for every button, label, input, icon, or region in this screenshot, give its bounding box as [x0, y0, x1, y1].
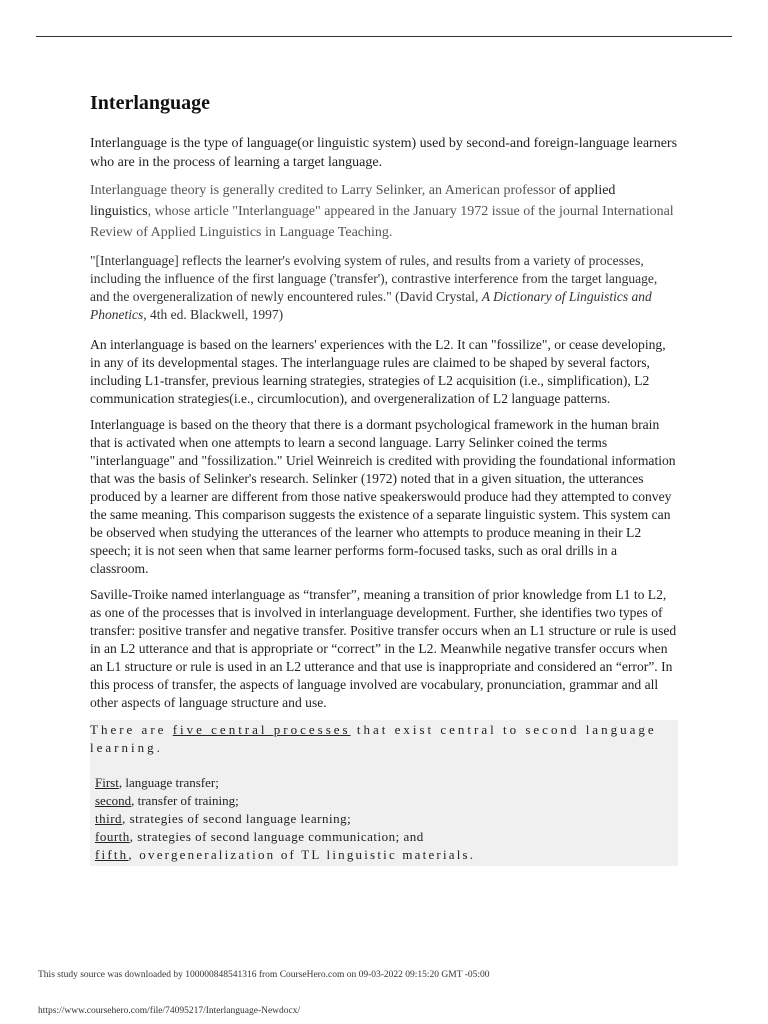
processes-box	[90, 720, 678, 866]
process-key: First	[95, 775, 119, 790]
process-text: , strategies of second language communication; and	[129, 829, 424, 844]
download-note: This study source was downloaded by 100000848541316 from CourseHero.com on 09-03-2022 09:15:20 GMT -05:00	[38, 970, 490, 980]
process-key: second	[95, 793, 132, 808]
source-url[interactable]: https://www.coursehero.com/file/74095217/Interlanguage-Newdocx/	[38, 1006, 301, 1016]
five-processes-link[interactable]: five central processes	[172, 722, 351, 737]
document-body	[90, 92, 678, 866]
process-key: fourth	[95, 829, 130, 844]
intro-text-a: There are	[90, 722, 173, 737]
definition-paragraph: Interlanguage is the type of language(or linguistic system) used by second-and foreign-language learners who are in the process of learning a target language.	[90, 136, 678, 170]
selinker-text-a: Interlanguage theory is generally credited to Larry Selinker, an American professor	[90, 183, 560, 198]
selinker-text-c: , whose article "Interlanguage" appeared in the January 1972 issue of the journal International Review of Applied Linguistics in Language Teaching.	[90, 204, 674, 240]
quote-citation: , 4th ed. Blackwell, 1997)	[143, 307, 284, 322]
process-text: , overgeneralization of TL linguistic materials.	[128, 847, 476, 862]
fossilize-paragraph: An interlanguage is based on the learners' experiences with the L2. It can "fossilize", or cease developing, in any of its developmental stages. The interlanguage rules are claimed to be shaped by several factors, including L1-transfer, previous learning strategies, strategies of L2 acquisition (i.e., simplification), L2 communication strategies(i.e., circumlocution), and overgeneralization of L2 language patterns.	[90, 337, 666, 406]
processes-intro	[90, 721, 678, 757]
intro-text-b: that exist central to second language learning.	[90, 722, 657, 755]
process-key: fifth	[95, 847, 129, 862]
process-item-first	[90, 774, 678, 792]
transfer-paragraph: Saville-Troike named interlanguage as “transfer”, meaning a transition of prior knowledge from L1 to L2, as one of the processes that is involved in interlanguage development. Further, she identifies two types of transfer: positive transfer and negative transfer. Positive transfer occurs when an L1 structure or rule is used in an L2 utterance and that is appropriate or “correct” in the L2. Meanwhile negative transfer occurs when an L1 structure or rule is used in an L2 utterance and that use is inappropriate and considered an “error”. In this process of transfer, the aspects of language involved are vocabulary, pronunciation, grammar and all other aspects of language structure and use.	[90, 587, 677, 710]
crystal-quote	[90, 252, 678, 324]
quote-text: "[Interlanguage] reflects the learner's evolving system of rules, and results from a variety of processes, including the influence of the first language ('transfer'), contrastive interference from the target language, and the overgeneralization of newly encountered rules." (David Crystal,	[90, 253, 658, 304]
process-text: , strategies of second language learning;	[122, 811, 352, 826]
top-divider	[36, 36, 732, 37]
process-text: , language transfer;	[118, 775, 219, 790]
book-title: A Dictionary of Linguistics and Phonetics	[90, 289, 652, 322]
process-key: third	[95, 811, 123, 826]
process-item-fifth	[90, 846, 678, 864]
process-item-third	[90, 810, 678, 828]
process-item-second	[90, 792, 678, 810]
process-text: , transfer of training;	[131, 793, 239, 808]
theory-paragraph: Interlanguage is based on the theory that there is a dormant psychological framework in the human brain that is activated when one attempts to learn a second language. Larry Selinker coined the terms "interlanguage" and "fossilization." Uriel Weinreich is credited with providing the foundational information that was the basis of Selinker's research. Selinker (1972) noted that in a given situation, the utterances produced by a learner are different from those native speakerswould produce had they attempted to convey the same meaning. This comparison suggests the existence of a separate linguistic system. This system can be observed when studying the utterances of the learner who attempts to produce meaning in their L2 speech; it is not seen when that same learner performs form-focused tasks, such as oral drills in a classroom.	[90, 417, 676, 576]
selinker-text-b: of applied linguistics	[90, 183, 616, 219]
process-item-fourth	[90, 828, 678, 846]
selinker-paragraph	[90, 180, 678, 243]
page-title: Interlanguage	[90, 92, 210, 114]
